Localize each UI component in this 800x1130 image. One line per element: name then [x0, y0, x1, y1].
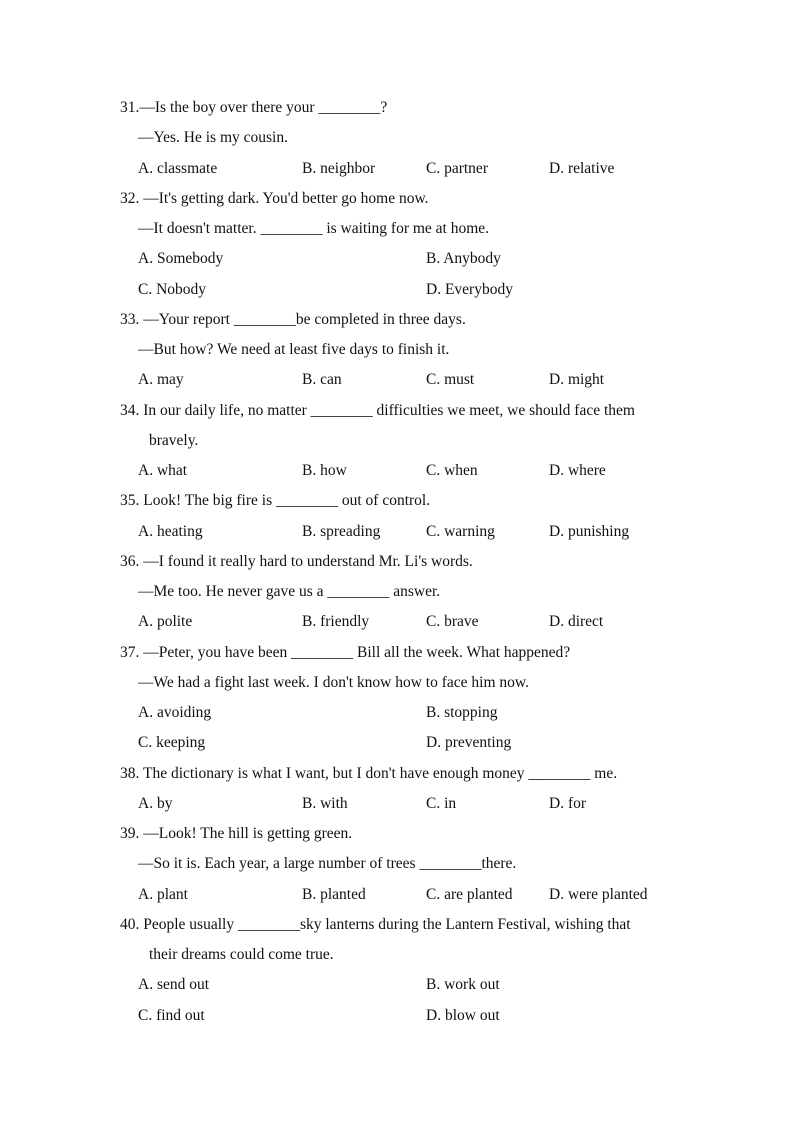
answer-option: C. Nobody — [138, 280, 207, 298]
answer-option: B. spreading — [302, 522, 381, 540]
question-stem: 37. —Peter, you have been ________ Bill all the week. What happened? — [120, 643, 571, 661]
answer-option: B. neighbor — [302, 159, 376, 177]
answer-option: B. how — [302, 462, 347, 479]
answer-option: B. friendly — [302, 613, 370, 631]
answer-option: C. find out — [138, 1006, 205, 1024]
answer-option: A. what — [138, 462, 188, 479]
answer-option: A. plant — [138, 885, 188, 903]
answer-option: B. can — [302, 371, 342, 389]
answer-option: A. classmate — [138, 159, 218, 177]
question-line: —Me too. He never gave us a ________ answer. — [138, 583, 441, 600]
answer-option: D. Everybody — [426, 280, 513, 298]
question-stem: 39. —Look! The hill is getting green. — [120, 825, 353, 842]
question-stem: 34. In our daily life, no matter ________ difficulties we meet, we should face them — [120, 401, 635, 419]
question-line: —It doesn't matter. ________ is waiting for me at home. — [138, 220, 490, 237]
answer-option: C. keeping — [138, 734, 206, 752]
answer-option: D. where — [549, 462, 606, 479]
question-stem: 32. —It's getting dark. You'd better go home now. — [120, 189, 429, 207]
answer-option: A. avoiding — [138, 704, 212, 721]
question-stem: 40. People usually ________sky lanterns during the Lantern Festival, wishing that — [120, 915, 631, 933]
question-line: —But how? We need at least five days to finish it. — [138, 341, 450, 358]
answer-option: A. may — [138, 371, 184, 389]
answer-option: D. punishing — [549, 522, 630, 540]
question-line: their dreams could come true. — [149, 946, 334, 963]
question-stem: 38. The dictionary is what I want, but I don't have enough money ________ me. — [120, 764, 618, 782]
answer-option: A. Somebody — [138, 250, 224, 268]
answer-option: B. with — [302, 794, 348, 812]
answer-option: C. in — [426, 794, 457, 812]
answer-option: B. planted — [302, 885, 366, 903]
answer-option: A. heating — [138, 522, 203, 540]
answer-option: D. were planted — [549, 885, 648, 903]
answer-option: D. for — [549, 794, 587, 812]
answer-option: B. work out — [426, 976, 500, 994]
answer-option: A. polite — [138, 613, 193, 631]
answer-option: D. direct — [549, 613, 604, 631]
question-line: —So it is. Each year, a large number of trees ________there. — [138, 855, 517, 873]
question-stem: 35. Look! The big fire is ________ out of control. — [120, 492, 431, 510]
answer-option: A. by — [138, 794, 173, 812]
answer-option: A. send out — [138, 976, 210, 994]
answer-option: D. blow out — [426, 1006, 500, 1024]
answer-option: D. might — [549, 371, 605, 389]
answer-option: C. partner — [426, 159, 488, 177]
question-stem: 31.—Is the boy over there your ________? — [120, 99, 388, 116]
answer-option: C. must — [426, 371, 475, 389]
question-line: —Yes. He is my cousin. — [138, 129, 288, 147]
answer-option: C. brave — [426, 613, 479, 631]
answer-option: B. stopping — [426, 704, 498, 721]
answer-option: D. relative — [549, 159, 615, 177]
question-stem: 33. —Your report ________be completed in three days. — [120, 310, 466, 328]
question-line: bravely. — [149, 431, 199, 449]
answer-option: C. warning — [426, 522, 495, 540]
question-line: —We had a fight last week. I don't know how to face him now. — [138, 673, 529, 691]
question-stem: 36. —I found it really hard to understand Mr. Li's words. — [120, 552, 473, 570]
answer-option: D. preventing — [426, 734, 512, 752]
answer-option: C. are planted — [426, 885, 513, 903]
answer-option: B. Anybody — [426, 250, 501, 268]
answer-option: C. when — [426, 462, 478, 479]
